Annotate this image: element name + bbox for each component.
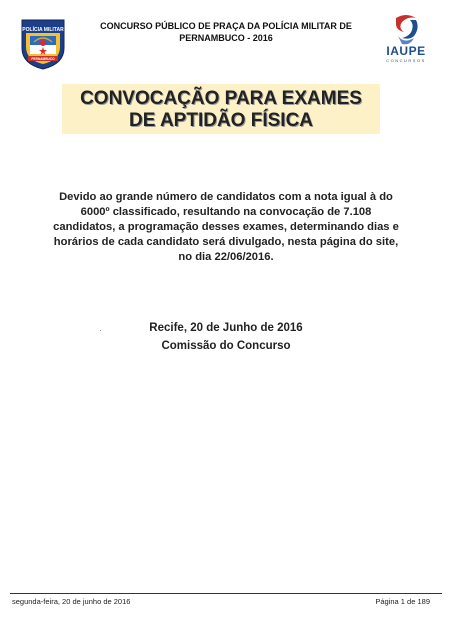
paragraph-line: 6000º classificado, resultando na convocação de 7.108 — [80, 206, 372, 218]
badge-bottom-text: PERNAMBUCO — [31, 57, 55, 61]
policia-militar-badge-icon — [20, 14, 66, 70]
iaupe-name: IAUPE — [386, 44, 426, 58]
committee-name: Comissão do Concurso — [161, 340, 291, 352]
paragraph-line: candidatos, a programação desses exames, determinando dias e — [53, 221, 399, 233]
header-title — [80, 20, 372, 44]
header-title-line2: PERNAMBUCO - 2016 — [179, 33, 273, 43]
paragraph-line: Devido ao grande número de candidatos com a nota igual à do — [59, 191, 393, 203]
footer-page-number: Página 1 de 189 — [375, 597, 430, 606]
iaupe-subtitle: CONCURSOS — [386, 58, 426, 63]
page-title-line2: DE APTIDÃO FÍSICA — [128, 110, 314, 131]
place-date: Recife, 20 de Junho de 2016 — [149, 322, 303, 334]
footer-date: segunda-feira, 20 de junho de 2016 — [12, 597, 131, 606]
paragraph-line: no dia 22/06/2016. — [178, 251, 274, 263]
badge-top-text: POLÍCIA MILITAR — [22, 27, 64, 33]
page-title-line1: CONVOCAÇÃO PARA EXAMES — [80, 88, 362, 109]
page-title — [62, 88, 380, 132]
footer-divider — [10, 593, 442, 594]
announcement-paragraph — [30, 190, 422, 265]
header-title-line1: CONCURSO PÚBLICO DE PRAÇA DA POLÍCIA MILITAR DE — [100, 21, 352, 31]
paragraph-line: horários de cada candidato será divulgado, nesta página do site, — [53, 236, 399, 248]
